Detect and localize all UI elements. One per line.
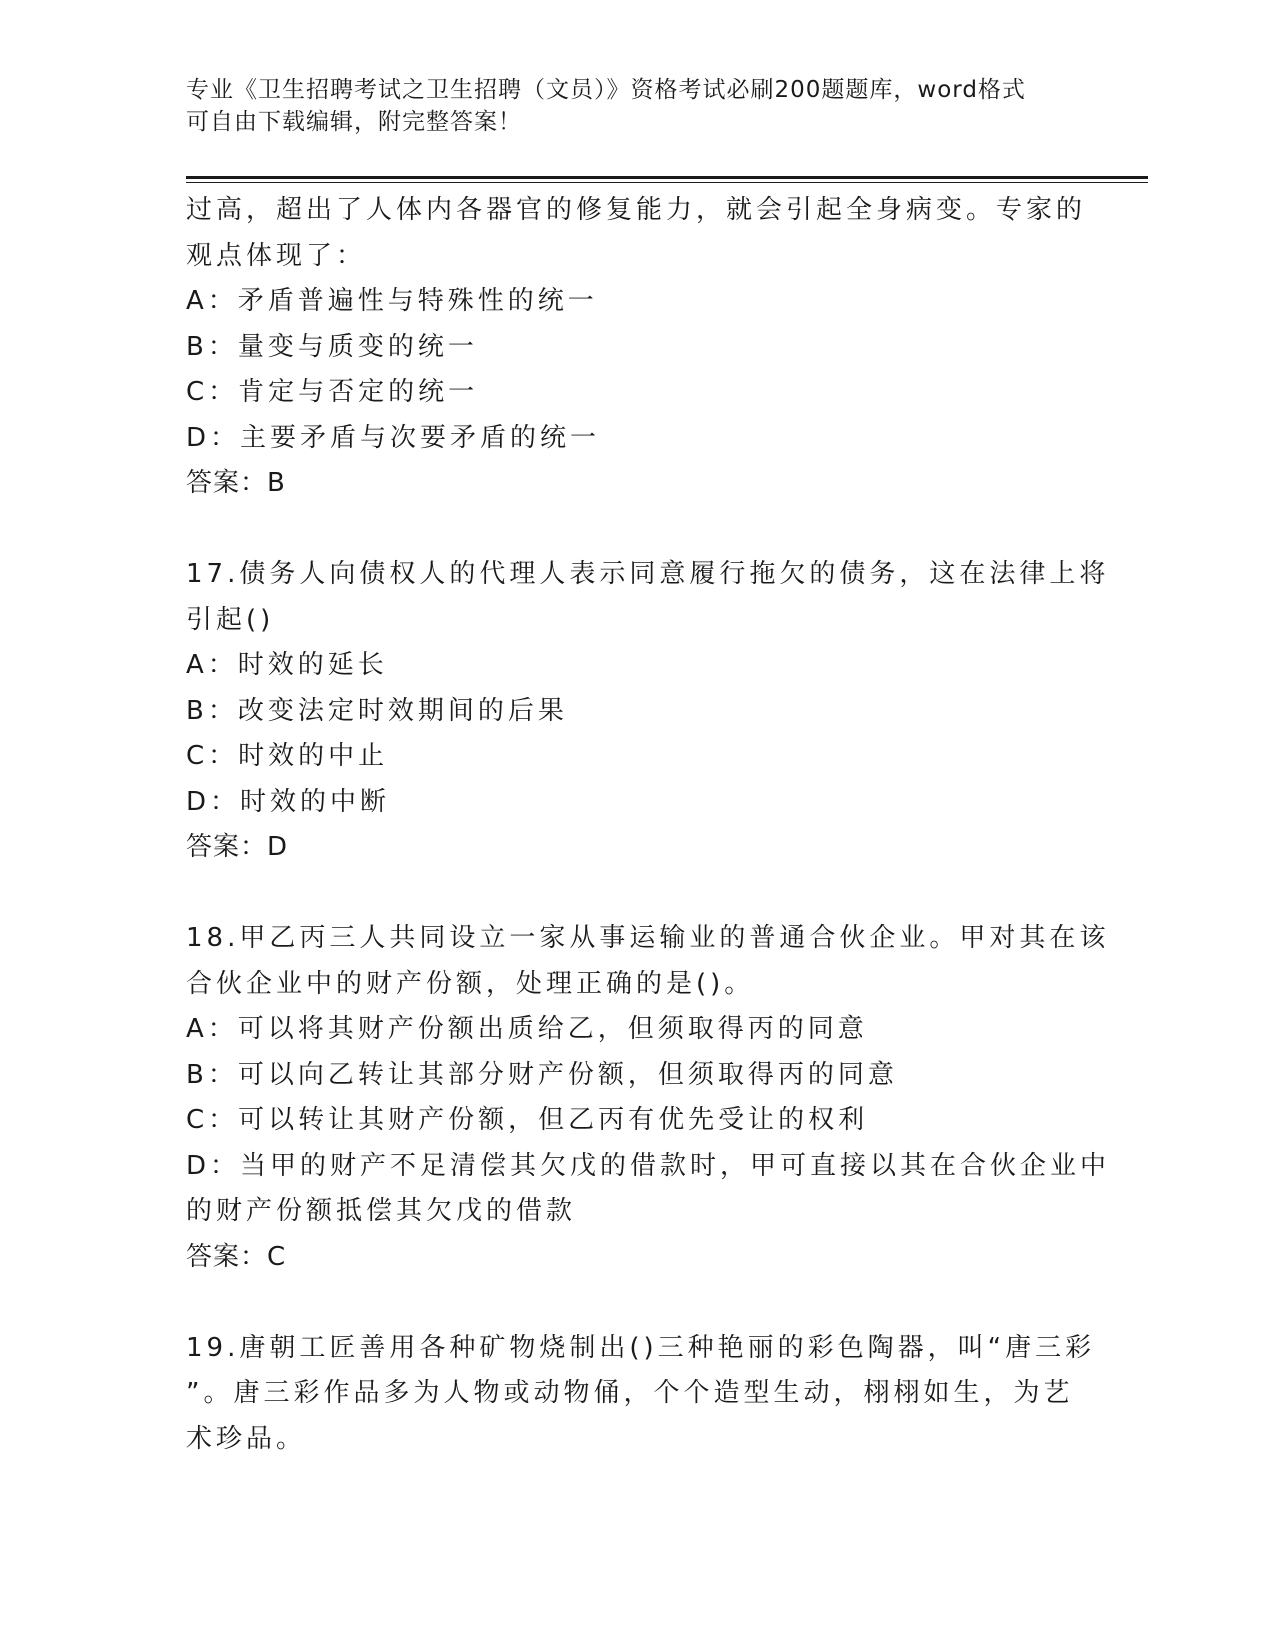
question-stem-line: 观点体现了： (186, 240, 367, 271)
question-stem-line: 19.唐朝工匠善用各种矿物烧制出()三种艳丽的彩色陶器，叫“唐三彩 (186, 1332, 1096, 1363)
header-line-1: 专业《卫生招聘考试之卫生招聘（文员）》资格考试必刷200题题库，word格式 (186, 77, 1026, 103)
option-a: A：矛盾普遍性与特殊性的统一 (186, 286, 598, 316)
option-d: D：当甲的财产不足清偿其欠戊的借款时，甲可直接以其在合伙企业中 (186, 1150, 1111, 1181)
spacer (186, 1280, 1086, 1326)
question-stem-line: 合伙企业中的财产份额，处理正确的是()。 (186, 968, 755, 999)
option-a: A：时效的延长 (186, 650, 388, 680)
option-b: B：可以向乙转让其部分财产份额，但须取得丙的同意 (186, 1059, 898, 1090)
option-c: C：肯定与否定的统一 (186, 377, 479, 407)
option-c: C：时效的中止 (186, 741, 389, 771)
option-c: C：可以转让其财产份额，但乙丙有优先受让的权利 (186, 1105, 869, 1135)
question-stem-line: 18.甲乙丙三人共同设立一家从事运输业的普通合伙企业。甲对其在该 (186, 923, 1110, 953)
header-divider-thin (186, 182, 1148, 183)
question-stem-line: 引起() (186, 604, 275, 635)
option-d: D：主要矛盾与次要矛盾的统一 (186, 422, 601, 453)
document-header (186, 74, 1086, 138)
spacer (186, 871, 1086, 917)
option-a: A：可以将其财产份额出质给乙，但须取得丙的同意 (186, 1014, 868, 1044)
option-d-continued: 的财产份额抵偿其欠戊的借款 (186, 1196, 577, 1226)
header-divider-thick (186, 176, 1148, 179)
option-b: B：量变与质变的统一 (186, 331, 478, 362)
question-18 (186, 916, 1111, 1280)
question-stem-line: 过高，超出了人体内各器官的修复能力，就会引起全身病变。专家的 (186, 195, 1087, 225)
question-stem-line: 17.债务人向债权人的代理人表示同意履行拖欠的债务，这在法律上将 (186, 559, 1110, 589)
question-16 (186, 188, 1086, 507)
answer-line: 答案：D (186, 832, 289, 862)
question-19 (186, 1326, 1096, 1463)
option-b: B：改变法定时效期间的后果 (186, 695, 568, 726)
spacer (186, 507, 1086, 553)
option-d: D：时效的中断 (186, 786, 391, 817)
question-17 (186, 552, 1110, 871)
question-stem-line: ”。唐三彩作品多为人物或动物俑，个个造型生动，栩栩如生，为艺 (186, 1378, 1074, 1408)
question-stem-line: 术珍品。 (186, 1423, 307, 1454)
answer-line: 答案：C (186, 1241, 287, 1272)
answer-line: 答案：B (186, 468, 286, 498)
document-body (186, 188, 1111, 1462)
header-line-2: 可自由下载编辑，附完整答案！ (186, 109, 522, 135)
